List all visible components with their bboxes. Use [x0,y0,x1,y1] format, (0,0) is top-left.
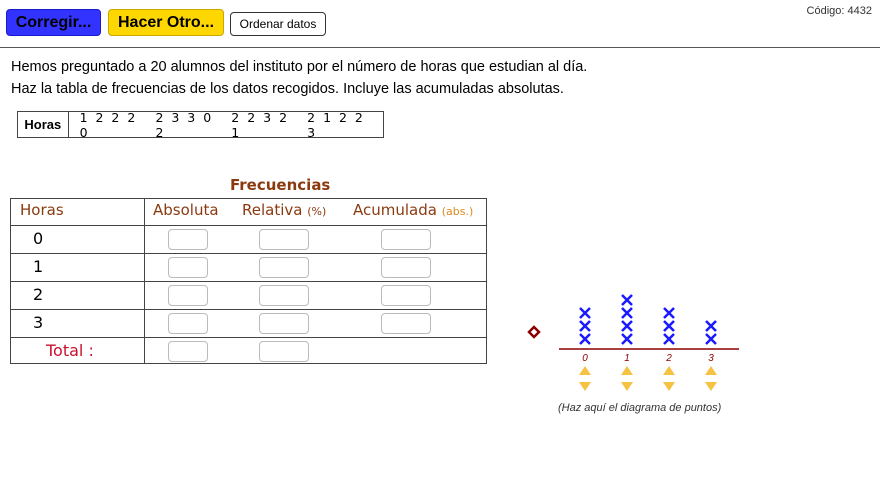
table-row [11,309,486,337]
datos-group: 2 3 3 0 2 [155,109,214,140]
header-relativa-label: Relativa [242,201,303,219]
down-arrow-icon[interactable] [579,382,591,391]
codigo-label: Código: 4432 [806,5,872,17]
table-row [11,281,486,309]
frequency-table [10,198,487,364]
header-divider [0,47,880,48]
dot-plot-mark [706,321,716,331]
header-acumulada [353,201,473,219]
header-acumulada-label: Acumulada [353,201,437,219]
acumulada-input[interactable] [381,313,431,334]
ordenar-datos-button[interactable]: Ordenar datos [230,12,326,36]
datos-label: Horas [18,112,69,137]
header-absoluta: Absoluta [153,201,219,219]
acumulada-input[interactable] [381,257,431,278]
up-arrow-icon[interactable] [579,366,591,375]
up-arrow-icon[interactable] [663,366,675,375]
header-horas: Horas [20,201,64,219]
dot-plot-mark [622,334,632,344]
datos-values [69,109,383,140]
diamond-icon[interactable] [529,327,539,337]
relativa-input[interactable] [259,229,309,250]
dot-plot-mark [622,308,632,318]
dot-plot-mark [580,334,590,344]
datos-group: 1 2 2 2 0 [79,109,138,140]
dot-plot-mark [664,308,674,318]
instruction-line-2: Haz la tabla de frecuencias de los datos recogidos. Incluye las acumuladas absolutas. [11,81,564,97]
datos-box [17,111,384,138]
relativa-input[interactable] [259,313,309,334]
hacer-otro-button[interactable]: Hacer Otro... [108,9,224,36]
dot-plot-mark [664,321,674,331]
absoluta-input[interactable] [168,229,208,250]
table-row [11,225,486,253]
table-header-row [11,199,486,225]
total-relativa-input[interactable] [259,341,309,362]
table-row [11,253,486,281]
corregir-button[interactable]: Corregir... [6,9,101,36]
up-arrow-icon[interactable] [705,366,717,375]
down-arrow-icon[interactable] [621,382,633,391]
dot-plot-caption: (Haz aquí el diagrama de puntos) [558,402,722,414]
dot-plot-mark [622,321,632,331]
acumulada-input[interactable] [381,229,431,250]
instruction-line-1: Hemos preguntado a 20 alumnos del instituto por el número de horas que estudian al día. [11,59,588,75]
row-label: 3 [33,313,44,332]
dot-plot [520,280,750,400]
acumulada-input[interactable] [381,285,431,306]
datos-group: 2 1 2 2 3 [307,109,365,140]
row-label: 0 [33,229,44,248]
up-arrow-icon[interactable] [621,366,633,375]
relativa-input[interactable] [259,285,309,306]
absoluta-input[interactable] [168,285,208,306]
relativa-input[interactable] [259,257,309,278]
frecuencias-title: Frecuencias [230,176,331,194]
dot-plot-mark [580,321,590,331]
dot-plot-tick-label: 0 [582,353,588,364]
absoluta-input[interactable] [168,313,208,334]
dot-plot-mark [706,334,716,344]
dot-plot-mark [580,308,590,318]
down-arrow-icon[interactable] [663,382,675,391]
datos-group: 2 2 3 2 1 [231,109,290,140]
total-label: Total : [46,341,94,360]
total-absoluta-input[interactable] [168,341,208,362]
header-relativa-unit: (%) [307,205,327,218]
absoluta-input[interactable] [168,257,208,278]
dot-plot-tick-label: 3 [708,353,714,364]
down-arrow-icon[interactable] [705,382,717,391]
row-label: 2 [33,285,44,304]
header-relativa [242,201,326,219]
dot-plot-tick-label: 1 [624,353,630,364]
dot-plot-mark [664,334,674,344]
row-label: 1 [33,257,44,276]
dot-plot-mark [622,295,632,305]
table-total-row [11,337,486,365]
header-acumulada-unit: (abs.) [441,205,474,218]
dot-plot-tick-label: 2 [666,353,672,364]
